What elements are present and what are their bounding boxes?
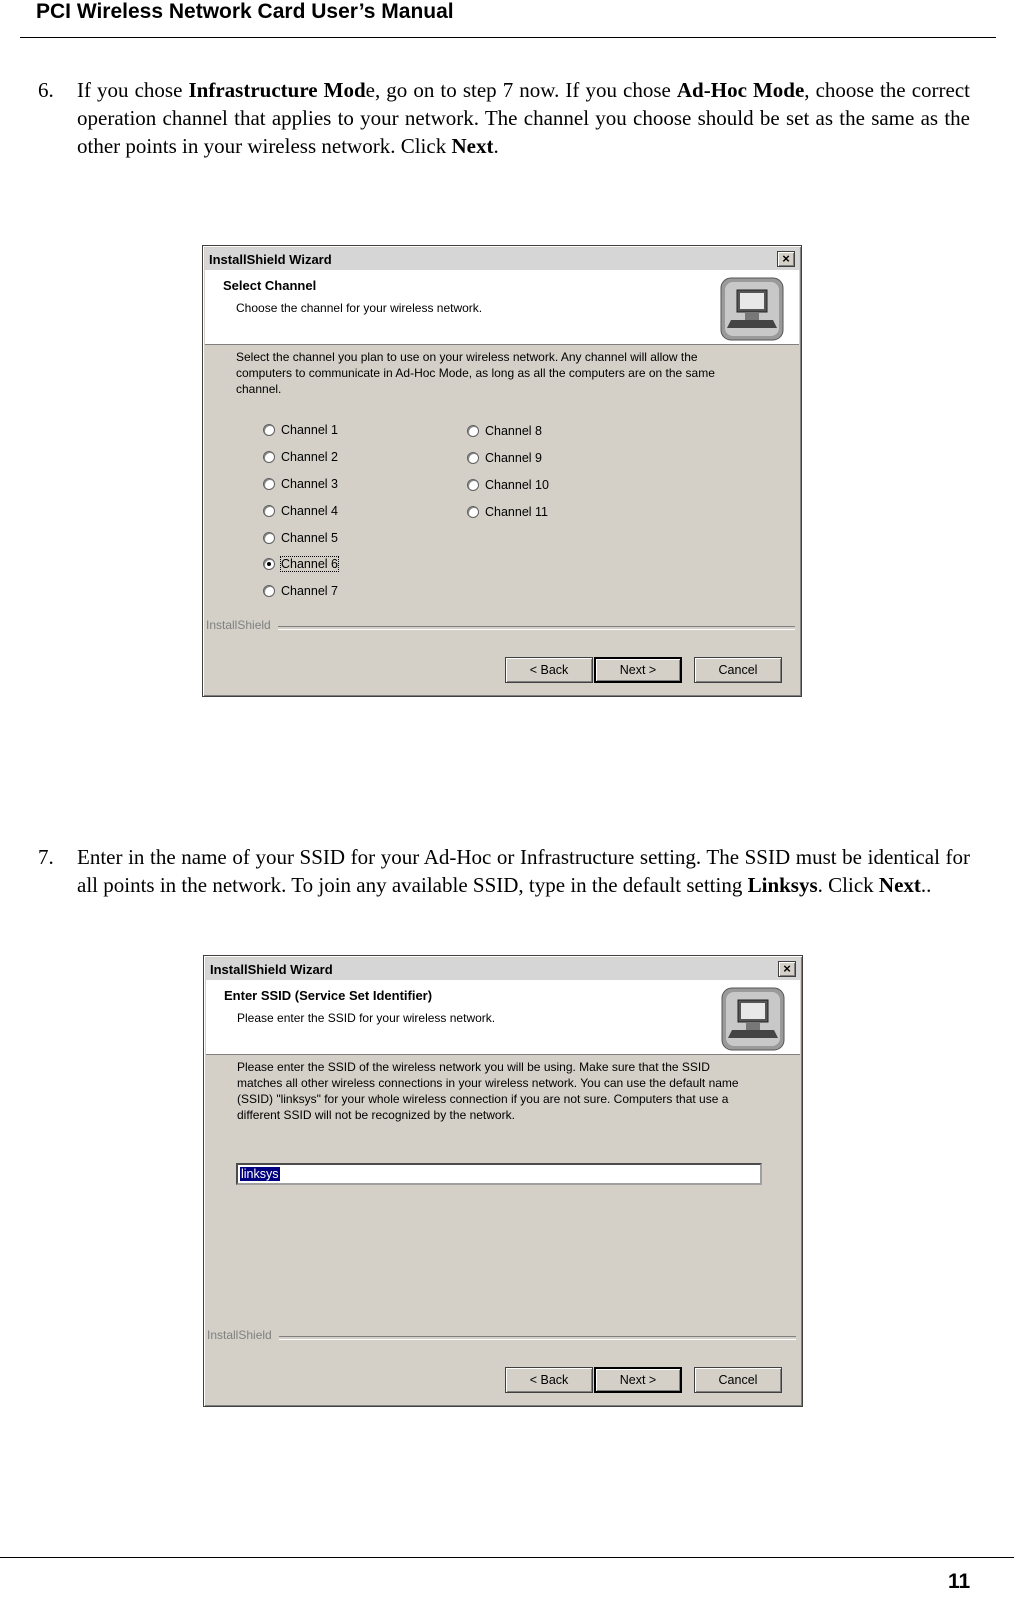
cancel-button[interactable]: Cancel (694, 1367, 782, 1393)
title-bar (205, 248, 799, 270)
text-run: . Click (817, 873, 879, 897)
radio-label: Channel 4 (281, 504, 338, 518)
bold-term: Next (451, 134, 494, 158)
radio-button[interactable] (467, 452, 479, 464)
radio-label: Channel 10 (485, 478, 549, 492)
channel-2-option[interactable] (263, 450, 338, 464)
radio-label: Channel 8 (485, 424, 542, 438)
text-run: .. (920, 873, 932, 897)
ssid-input[interactable] (236, 1163, 762, 1185)
footer-divider (0, 1557, 1014, 1558)
banner-subheading: Please enter the SSID for your wireless network. (237, 1011, 496, 1025)
text-run: e, go on to step 7 now. If you chose (365, 78, 677, 102)
brand-divider (279, 1336, 796, 1340)
step-6 (38, 76, 970, 160)
enter-ssid-dialog (203, 955, 803, 1407)
select-channel-dialog (202, 245, 802, 697)
radio-button[interactable] (263, 424, 275, 436)
step-number: 6. (38, 78, 54, 102)
channel-10-option[interactable] (467, 478, 549, 492)
channel-4-option[interactable] (263, 504, 338, 518)
radio-button[interactable] (467, 479, 479, 491)
text-run: , choose the correct operation channel that applies to your network. The channel you choose should be set as the same as the other points in your wireless network. Click (77, 78, 970, 158)
channel-9-option[interactable] (467, 451, 542, 465)
bold-term: Linksys (747, 873, 818, 897)
back-button[interactable]: < Back (505, 657, 593, 683)
radio-button[interactable] (467, 506, 479, 518)
radio-button[interactable] (263, 585, 275, 597)
close-button[interactable]: × (777, 251, 795, 267)
radio-label: Channel 6 (281, 557, 338, 571)
text-run: . (493, 134, 499, 158)
next-button[interactable]: Next > (594, 657, 682, 683)
radio-button[interactable] (263, 532, 275, 544)
radio-label: Channel 3 (281, 477, 338, 491)
radio-label: Channel 7 (281, 584, 338, 598)
cancel-button[interactable]: Cancel (694, 657, 782, 683)
radio-button[interactable] (263, 478, 275, 490)
text-run: If you chose (77, 78, 189, 102)
radio-label: Channel 11 (485, 505, 549, 519)
channel-6-option[interactable] (263, 557, 338, 571)
header-divider (20, 37, 996, 38)
bold-term: Next (878, 873, 921, 897)
computer-install-icon (719, 276, 785, 342)
radio-button[interactable] (263, 505, 275, 517)
channel-11-option[interactable] (467, 505, 548, 519)
step-number: 7. (38, 845, 54, 869)
radio-label: Channel 5 (281, 531, 338, 545)
banner-subheading: Choose the channel for your wireless network. (236, 301, 483, 315)
banner-heading: Enter SSID (Service Set Identifier) (224, 988, 433, 1003)
manual-header-title: PCI Wireless Network Card User’s Manual (36, 0, 454, 23)
radio-button-selected[interactable] (263, 558, 275, 570)
radio-label: Channel 1 (281, 423, 338, 437)
wizard-banner (205, 270, 799, 345)
step-text (77, 843, 970, 899)
computer-install-icon (720, 986, 786, 1052)
back-button[interactable]: < Back (505, 1367, 593, 1393)
installshield-brand: InstallShield (207, 1328, 272, 1342)
radio-button[interactable] (467, 425, 479, 437)
page-number: 11 (948, 1570, 971, 1593)
dialog-intro-text: Please enter the SSID of the wireless network you will be using. Make sure that the SSID matches all other wireless connections in your wireless network. You can use the default name (SSID) "linksys" for your whole wireless connection if you are not sure. Computers that use a different SSID will not be recognized by the network. (237, 1060, 739, 1122)
channel-7-option[interactable] (263, 584, 338, 598)
dialog-title: InstallShield Wizard (210, 961, 333, 977)
next-button[interactable]: Next > (594, 1367, 682, 1393)
radio-label: Channel 2 (281, 450, 338, 464)
close-button[interactable]: × (778, 961, 796, 977)
title-bar (206, 958, 800, 980)
channel-3-option[interactable] (263, 477, 338, 491)
channel-5-option[interactable] (263, 531, 338, 545)
radio-label: Channel 9 (485, 451, 542, 465)
dialog-intro-text: Select the channel you plan to use on your wireless network. Any channel will allow the computers to communicate in Ad-Hoc Mode, as long as all the computers are on the same channel. (236, 350, 715, 396)
dialog-title: InstallShield Wizard (209, 251, 332, 267)
step-7 (38, 843, 970, 899)
channel-1-option[interactable] (263, 423, 338, 437)
banner-heading: Select Channel (223, 278, 317, 293)
installshield-brand: InstallShield (206, 618, 271, 632)
radio-button[interactable] (263, 451, 275, 463)
text-run: Enter in the name of your SSID for your Ad-Hoc or Infrastructure setting. The SSID must be identical for all points in the network. To join any available SSID, type in the default setting (77, 845, 970, 897)
wizard-banner (206, 980, 800, 1055)
bold-term: Ad-Hoc Mode (676, 78, 805, 102)
step-text (77, 76, 970, 160)
ssid-input-value: linksys (241, 1167, 279, 1181)
bold-term: Infrastructure Mod (188, 78, 366, 102)
channel-8-option[interactable] (467, 424, 542, 438)
brand-divider (278, 626, 795, 630)
